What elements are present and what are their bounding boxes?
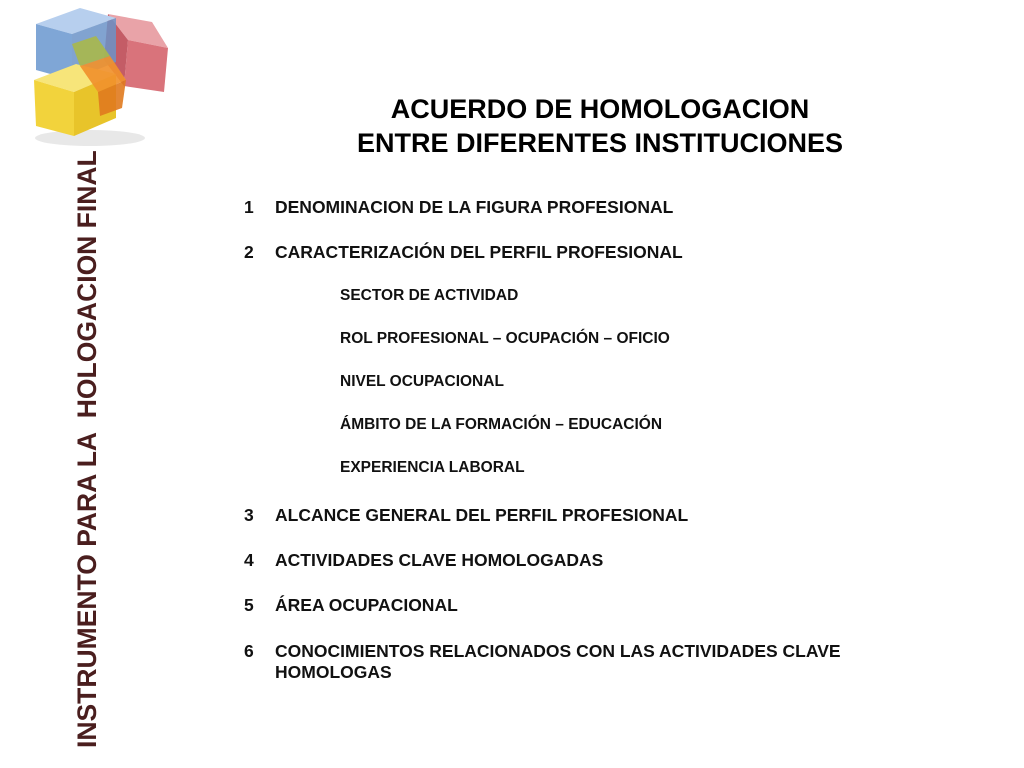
item-text-line-1: CONOCIMIENTOS RELACIONADOS CON LAS ACTIVIDADES CLAVE <box>275 641 841 661</box>
item-text: DENOMINACION DE LA FIGURA PROFESIONAL <box>275 197 674 217</box>
item-text-line-2: HOMOLOGAS <box>275 662 392 682</box>
item-number: 2 <box>244 242 254 262</box>
item-number: 1 <box>244 197 254 217</box>
item-number: 5 <box>244 595 254 615</box>
title-line-2: ENTRE DIFERENTES INSTITUCIONES <box>356 128 844 158</box>
page-title <box>300 92 900 160</box>
sub-item: SECTOR DE ACTIVIDAD <box>340 287 519 304</box>
item-text: CARACTERIZACIÓN DEL PERFIL PROFESIONAL <box>275 242 683 262</box>
sub-item: NIVEL OCUPACIONAL <box>340 373 504 390</box>
item-text: ÁREA OCUPACIONAL <box>275 595 458 615</box>
cubes-logo-icon <box>18 0 188 150</box>
item-text: ALCANCE GENERAL DEL PERFIL PROFESIONAL <box>275 505 689 525</box>
item-text: ACTIVIDADES CLAVE HOMOLOGADAS <box>275 550 604 570</box>
item-number: 4 <box>244 550 254 570</box>
sub-item: EXPERIENCIA LABORAL <box>340 459 525 476</box>
item-text <box>275 641 841 683</box>
item-number: 6 <box>244 641 254 661</box>
sub-item: ROL PROFESIONAL – OCUPACIÓN – OFICIO <box>340 330 670 347</box>
item-number: 3 <box>244 505 254 525</box>
title-line-1: ACUERDO DE HOMOLOGACION <box>390 94 810 124</box>
sub-item: ÁMBITO DE LA FORMACIÓN – EDUCACIÓN <box>340 416 663 433</box>
side-title: INSTRUMENTO PARA LA HOLOGACION FINAL <box>72 150 102 748</box>
